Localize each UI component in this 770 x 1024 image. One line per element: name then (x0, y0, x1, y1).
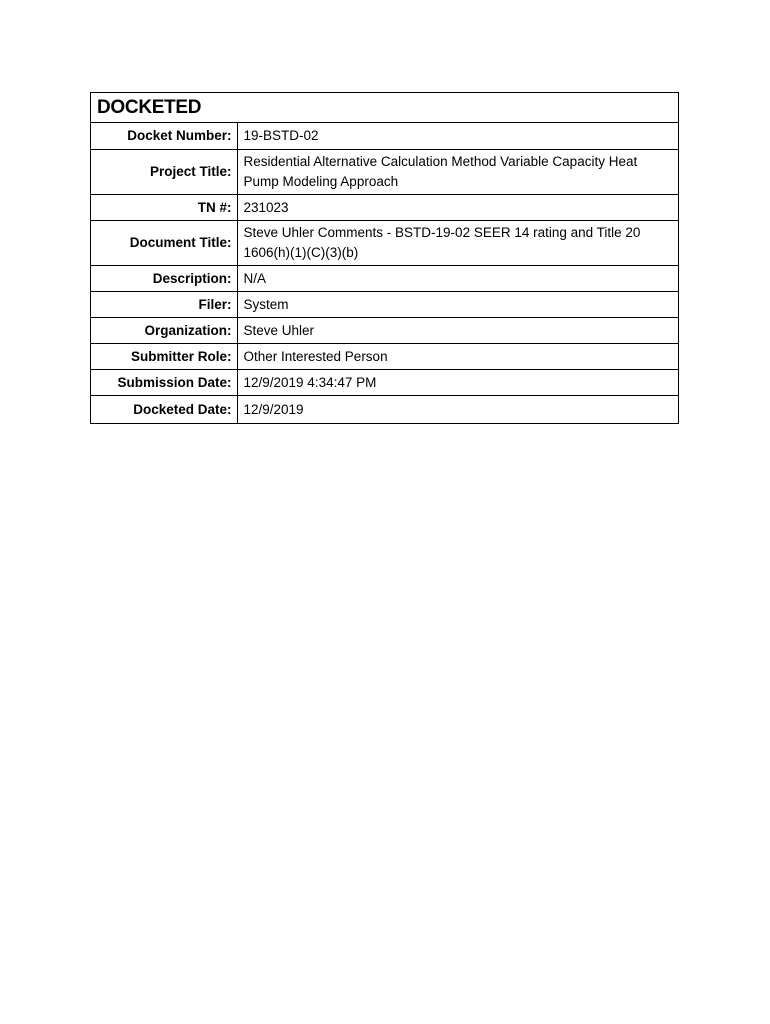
description-value: N/A (243, 270, 267, 286)
docketed-date-row (91, 396, 678, 424)
submitter-role-label: Submitter Role: (91, 344, 237, 370)
project-title-value: Residential Alternative Calculation Method Variable Capacity Heat Pump Modeling Approach (243, 154, 638, 189)
project-title-row (91, 150, 678, 195)
document-title-value: Steve Uhler Comments - BSTD-19-02 SEER 14 rating and Title 20 1606(h)(1)(C)(3)(b) (243, 225, 641, 260)
docketed-date-value: 12/9/2019 (243, 401, 304, 417)
project-title-label: Project Title: (91, 150, 237, 195)
docket-number-value: 19-BSTD-02 (243, 128, 319, 143)
submission-date-row (91, 370, 678, 396)
submitter-role-row (91, 344, 678, 370)
description-row (91, 266, 678, 292)
tn-value: 231023 (243, 199, 289, 215)
organization-row (91, 318, 678, 344)
tn-row (91, 195, 678, 221)
document-title-row (91, 221, 678, 266)
filer-value: System (243, 296, 289, 312)
submitter-role-value: Other Interested Person (243, 348, 388, 364)
docketed-date-label: Docketed Date: (91, 396, 237, 424)
document-title-label: Document Title: (91, 221, 237, 266)
docket-header (91, 93, 678, 123)
docket-number-label: Docket Number: (91, 123, 237, 150)
description-label: Description: (91, 266, 237, 292)
organization-label: Organization: (91, 318, 237, 344)
organization-value: Steve Uhler (243, 322, 315, 338)
filer-row (91, 292, 678, 318)
tn-label: TN #: (91, 195, 237, 221)
submission-date-label: Submission Date: (91, 370, 237, 396)
submission-date-value: 12/9/2019 4:34:47 PM (243, 374, 377, 390)
docket-fields-table (91, 123, 678, 423)
filer-label: Filer: (91, 292, 237, 318)
docketed-title: DOCKETED (97, 96, 202, 118)
docket-number-row (91, 123, 678, 150)
docket-summary-box (90, 92, 679, 424)
